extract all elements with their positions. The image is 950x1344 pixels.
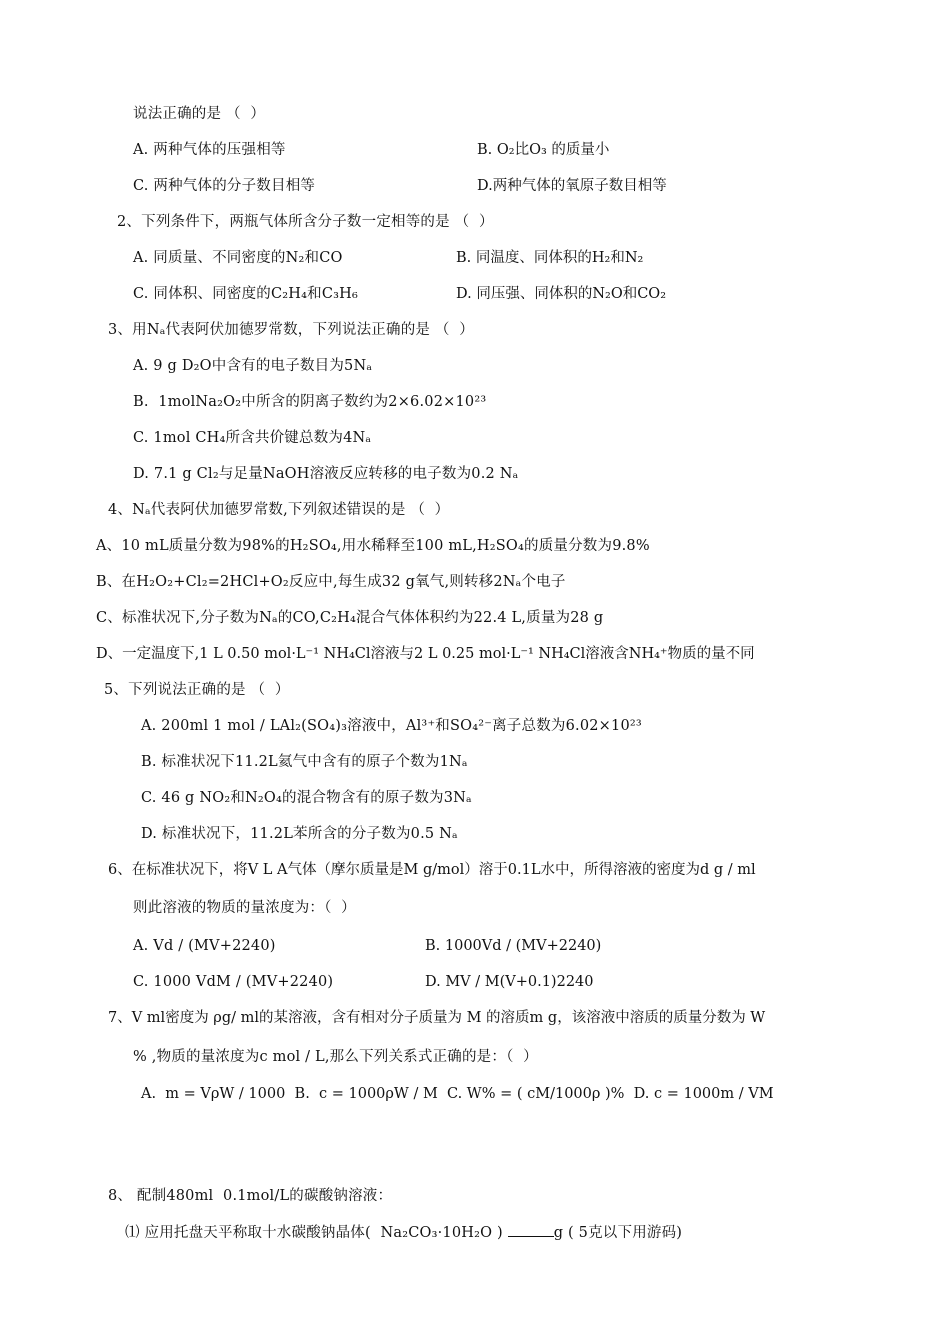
q4-stem: 4、Nₐ代表阿伏加德罗常数,下列叙述错误的是 （ ）	[108, 502, 450, 518]
q7-stem-line1: 7、V ml密度为 ρg/ ml的某溶液，含有相对分子质量为 M 的溶质m g，该溶液中溶质的质量分数为 W	[108, 1010, 766, 1026]
q4-option-c: C、标准状况下,分子数为Nₐ的CO,C₂H₄混合气体体积约为22.4 L,质量为28 g	[96, 610, 604, 626]
q8-part1	[125, 1222, 682, 1243]
q6-option-b: B. 1000Vd / (MV+2240)	[425, 938, 602, 954]
q2-option-d: D. 同压强、同体积的N₂O和CO₂	[456, 286, 667, 302]
q5-option-d: D. 标准状况下，11.2L苯所含的分子数为0.5 Nₐ	[141, 826, 458, 842]
q5-option-a: A. 200ml 1 mol / LAl₂(SO₄)₃溶液中，Al³⁺和SO₄²⁻离子总数为6.02×10²³	[141, 718, 642, 734]
q8-part1-prefix: ⑴ 应用托盘天平称取十水碳酸钠晶体( Na₂CO₃·10H₂O )	[125, 1225, 503, 1241]
q2-option-b: B. 同温度、同体积的H₂和N₂	[456, 250, 644, 266]
q4-option-d: D、一定温度下,1 L 0.50 mol·L⁻¹ NH₄Cl溶液与2 L 0.25 mol·L⁻¹ NH₄Cl溶液含NH₄⁺物质的量不同	[96, 646, 755, 662]
q8-stem: 8、 配制480ml 0.1mol/L的碳酸钠溶液：	[108, 1188, 393, 1204]
q5-option-c: C. 46 g NO₂和N₂O₄的混合物含有的原子数为3Nₐ	[141, 790, 472, 806]
q3-option-d: D. 7.1 g Cl₂与足量NaOH溶液反应转移的电子数为0.2 Nₐ	[133, 466, 519, 482]
q3-option-c: C. 1mol CH₄所含共价键总数为4Nₐ	[133, 430, 372, 446]
q4-option-a: A、10 mL质量分数为98%的H₂SO₄,用水稀释至100 mL,H₂SO₄的质量分数为9.8%	[96, 538, 650, 554]
q3-option-a: A. 9 g D₂O中含有的电子数目为5Nₐ	[133, 358, 373, 374]
q5-stem: 5、下列说法正确的是 （ ）	[104, 682, 290, 698]
q6-option-d: D. MV / M(V+0.1)2240	[425, 974, 594, 990]
q8-part1-suffix: g ( 5克以下用游码)	[553, 1225, 683, 1241]
q6-option-c: C. 1000 VdM / (MV+2240)	[133, 974, 334, 990]
q2-option-a: A. 同质量、不同密度的N₂和CO	[133, 250, 343, 266]
answer-blank[interactable]	[508, 1222, 554, 1237]
q3-stem: 3、用Nₐ代表阿伏加德罗常数，下列说法正确的是 （ ）	[108, 322, 474, 338]
q7-options: A. m = VρW / 1000 B. c = 1000ρW / M C. W% = ( cM/1000ρ )% D. c = 1000m / VM	[141, 1086, 774, 1102]
q7-stem-line2: % ,物质的量浓度为c mol / L,那么下列关系式正确的是：（ ）	[133, 1049, 538, 1065]
q2-stem: 2、下列条件下，两瓶气体所含分子数一定相等的是 （ ）	[117, 214, 494, 230]
q6-stem-line2: 则此溶液的物质的量浓度为：（ ）	[133, 900, 356, 916]
q1-option-c: C. 两种气体的分子数目相等	[133, 178, 316, 194]
q1-option-b: B. O₂比O₃ 的质量小	[477, 142, 610, 158]
q2-option-c: C. 同体积、同密度的C₂H₄和C₃H₆	[133, 286, 359, 302]
q1-option-d: D.两种气体的氧原子数目相等	[477, 178, 667, 194]
q6-stem-line1: 6、在标准状况下，将V L A气体（摩尔质量是M g/mol）溶于0.1L水中，所得溶液的密度为d g / ml	[108, 862, 756, 878]
q3-option-b: B. 1molNa₂O₂中所含的阴离子数约为2×6.02×10²³	[133, 394, 487, 410]
q6-option-a: A. Vd / (MV+2240)	[133, 938, 276, 954]
q1-stem-tail: 说法正确的是 （ ）	[133, 106, 266, 122]
q4-option-b: B、在H₂O₂+Cl₂=2HCl+O₂反应中,每生成32 g氧气,则转移2Nₐ个电子	[96, 574, 566, 590]
q1-option-a: A. 两种气体的压强相等	[133, 142, 286, 158]
q5-option-b: B. 标准状况下11.2L氦气中含有的原子个数为1Nₐ	[141, 754, 468, 770]
